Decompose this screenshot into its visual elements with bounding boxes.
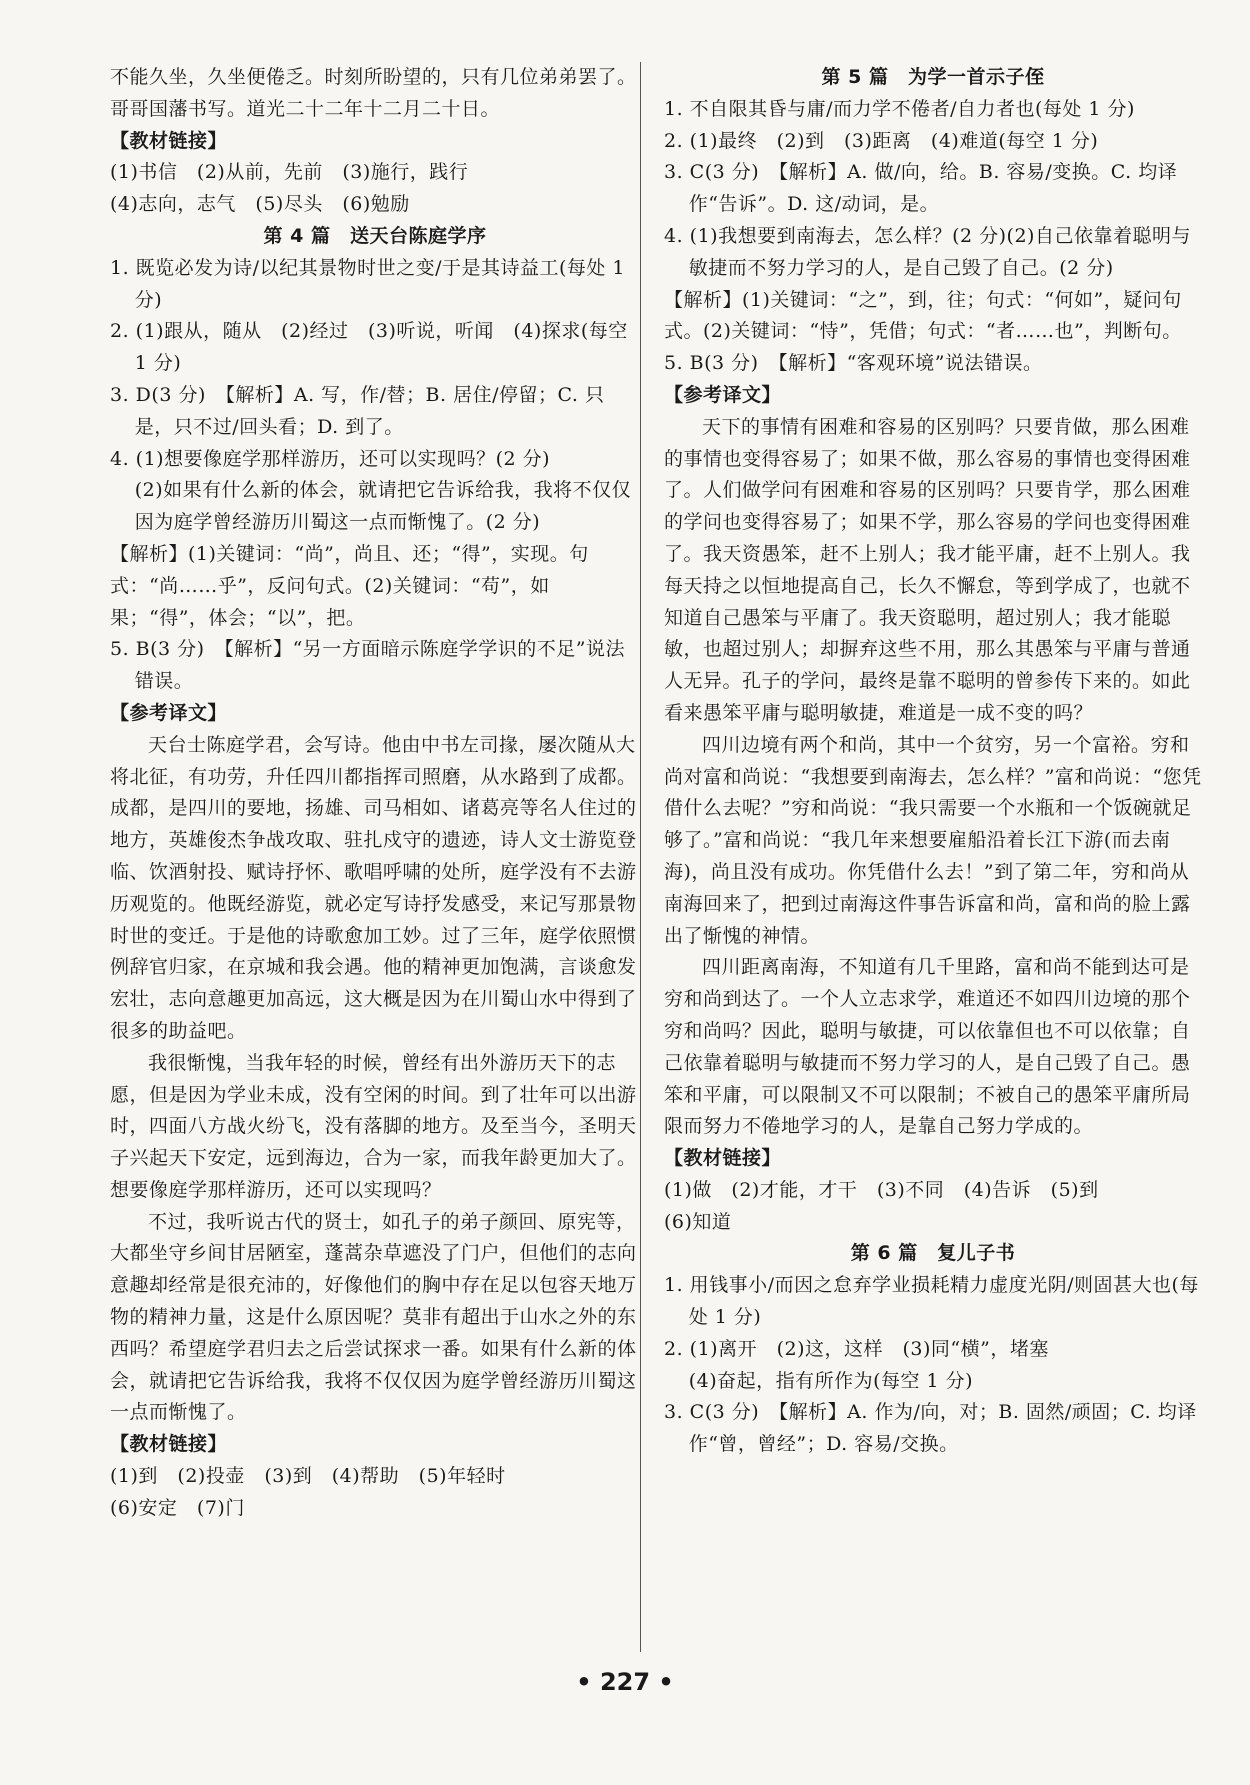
textbook-link-line: (6)知道: [664, 1210, 732, 1233]
answer-item: 1. 既览必发为诗/以纪其景物时世之变/于是其诗益工(每处 1 分): [110, 256, 626, 311]
answer-item: 2. (1)离开 (2)这，这样 (3)同“横”，堵塞: [664, 1337, 1049, 1360]
textbook-link-line: (6)安定 (7)门: [110, 1496, 245, 1519]
textbook-link-label: 【教材链接】: [110, 1433, 228, 1456]
answer-item: 1. 用钱事小/而因之怠弃学业损耗精力虚度光阴/则固甚大也(每处 1 分): [664, 1274, 1199, 1329]
column-divider: [640, 62, 641, 1652]
reference-translation-label: 【参考译文】: [110, 701, 228, 724]
translation-paragraph: 不过，我听说古代的贤士，如孔子的弟子颜回、原宪等，大都坐守乡间甘居陋室，蓬蒿杂草遮没了门户，但他们的志向意趣却经常是很充沛的，好像他们的胸中存在足以包容天地万物的精神力量，这是什么原因呢？莫非有超出于山水之外的东西吗？希望庭学君归去之后尝试探求一番。如果有什么新的体会，就请把它告诉给我，我将不仅仅因为庭学曾经游历川蜀这一点而惭愧了。: [110, 1210, 637, 1424]
translation-paragraph: 天下的事情有困难和容易的区别吗？只要肯做，那么困难的事情也变得容易了；如果不做，那么容易的事情也变得困难了。人们做学问有困难和容易的区别吗？只要肯学，那么困难的学问也变得容易了；如果不学，那么容易的学问也变得困难了。我天资愚笨，赶不上别人；我才能平庸，赶不上别人。我每天持之以恒地提高自己，长久不懈怠，等到学成了，也就不知道自己愚笨与平庸了。我天资聪明，超过别人；我才能聪敏，也超过别人；却摒弃这些不用，那么其愚笨与平庸与普通人无异。孔子的学问，最终是靠不聪明的曾参传下来的。如此看来愚笨平庸与聪明敏捷，难道是一成不变的吗？: [664, 415, 1191, 724]
section-heading-5: 第 5 篇 为学一首示子侄: [821, 66, 1045, 88]
letter-ending: 不能久坐，久坐便倦乏。时刻所盼望的，只有几位弟弟罢了。哥哥国藩书写。道光二十二年十二月二十日。: [110, 66, 637, 120]
textbook-link-label: 【教材链接】: [664, 1147, 782, 1170]
textbook-link-line: (1)做 (2)才能，才干 (3)不同 (4)告诉 (5)到: [664, 1178, 1099, 1201]
answer-item: 5. B(3 分) 【解析】“另一方面暗示陈庭学学识的不足”说法错误。: [110, 638, 626, 693]
textbook-link-label: 【教材链接】: [110, 129, 228, 152]
answer-item: 4. (1)想要像庭学那样游历，还可以实现吗？(2 分): [110, 447, 551, 470]
answer-item: 2. (1)最终 (2)到 (3)距离 (4)难道(每空 1 分): [664, 129, 1099, 152]
textbook-link-line: (1)书信 (2)从前，先前 (3)施行，践行: [110, 161, 469, 184]
page-number: • 227 •: [576, 1668, 674, 1696]
answer-item: 3. C(3 分) 【解析】A. 做/向，给。B. 容易/变换。C. 均译作“告诉”。D. 这/动词，是。: [664, 161, 1178, 216]
translation-paragraph: 我很惭愧，当我年轻的时候，曾经有出外游历天下的志愿，但是因为学业未成，没有空闲的时间。到了壮年可以出游时，四面八方战火纷飞，没有落脚的地方。及至当今，圣明天子兴起天下安定，远到海边，合为一家，而我年龄更加大了。想要像庭学那样游历，还可以实现吗？: [110, 1051, 637, 1201]
answer-item-continued: (2)如果有什么新的体会，就请把它告诉给我，我将不仅仅因为庭学曾经游历川蜀这一点而惭愧了。(2 分): [134, 479, 632, 534]
textbook-link-line: (1)到 (2)投壶 (3)到 (4)帮助 (5)年轻时: [110, 1465, 506, 1488]
answer-item: 5. B(3 分) 【解析】“客观环境”说法错误。: [664, 352, 1043, 375]
answer-item-continued: (4)奋起，指有所作为(每空 1 分): [688, 1369, 974, 1392]
analysis-text: 【解析】(1)关键词：“之”，到，往；句式：“何如”，疑问句式。(2)关键词：“恃”，凭借；句式：“者……也”，判断句。: [664, 288, 1182, 343]
answer-item: 3. C(3 分) 【解析】A. 作为/向，对；B. 固然/顽固；C. 均译作“曾，曾经”；D. 容易/交换。: [664, 1401, 1197, 1456]
answer-item: 2. (1)跟从，随从 (2)经过 (3)听说，听闻 (4)探求(每空 1 分): [110, 320, 628, 375]
answer-item: 3. D(3 分) 【解析】A. 写，作/替；B. 居住/停留；C. 只是，只不过/回头看；D. 到了。: [110, 383, 605, 438]
right-column: [664, 62, 1202, 1461]
section-heading-6: 第 6 篇 复儿子书: [850, 1242, 1016, 1265]
translation-paragraph: 四川距离南海，不知道有几千里路，富和尚不能到达可是穷和尚到达了。一个人立志求学，难道还不如四川边境的那个穷和尚吗？因此，聪明与敏捷，可以依靠但也不可以依靠；自己依靠着聪明与敏捷而不努力学习的人，是自己毁了自己。愚笨和平庸，可以限制又不可以限制；不被自己的愚笨平庸所局限而努力不倦地学习的人，是靠自己努力学成的。: [664, 956, 1191, 1138]
translation-paragraph: 天台士陈庭学君，会写诗。他由中书左司掾，屡次随从大将北征，有功劳，升任四川都指挥司照磨，从水路到了成都。成都，是四川的要地，扬雄、司马相如、诸葛亮等名人住过的地方，英雄俊杰争战攻取、驻扎戍守的遗迹，诗人文士游览登临、饮酒射投、赋诗抒怀、歌唱呼啸的处所，庭学没有不去游历观览的。他既经游览，就必定写诗抒发感受，来记写那景物时世的变迁。于是他的诗歌愈加工妙。过了三年，庭学依照惯例辞官归家，在京城和我会遇。他的精神更加饱满，言谈愈发宏壮，志向意趣更加高远，这大概是因为在川蜀山水中得到了很多的助益吧。: [110, 733, 637, 1042]
reference-translation-label: 【参考译文】: [664, 383, 782, 406]
answer-item: 4. (1)我想要到南海去，怎么样？(2 分)(2)自己依靠着聪明与敏捷而不努力学习的人，是自己毁了自己。(2 分): [664, 224, 1191, 279]
translation-paragraph: 四川边境有两个和尚，其中一个贫穷，另一个富裕。穷和尚对富和尚说：“我想要到南海去，怎么样？”富和尚说：“您凭借什么去呢？”穷和尚说：“我只需要一个水瓶和一个饭碗就足够了。”富和尚说：“我几年来想要雇船沿着长江下游(而去南海)，尚且没有成功。你凭借什么去！”到了第二年，穷和尚从南海回来了，把到过南海这件事告诉富和尚，富和尚的脸上露出了惭愧的神情。: [664, 733, 1202, 947]
answer-item: 1. 不自限其昏与庸/而力学不倦者/自力者也(每处 1 分): [664, 97, 1135, 120]
analysis-text: 【解析】(1)关键词：“尚”，尚且、还；“得”，实现。句式：“尚……乎”，反问句式。(2)关键词：“苟”，如果；“得”，体会；“以”，把。: [110, 542, 589, 629]
textbook-link-line: (4)志向，志气 (5)尽头 (6)勉励: [110, 193, 410, 216]
section-heading-4: 第 4 篇 送天台陈庭学序: [263, 224, 487, 247]
left-column: [110, 62, 640, 1525]
